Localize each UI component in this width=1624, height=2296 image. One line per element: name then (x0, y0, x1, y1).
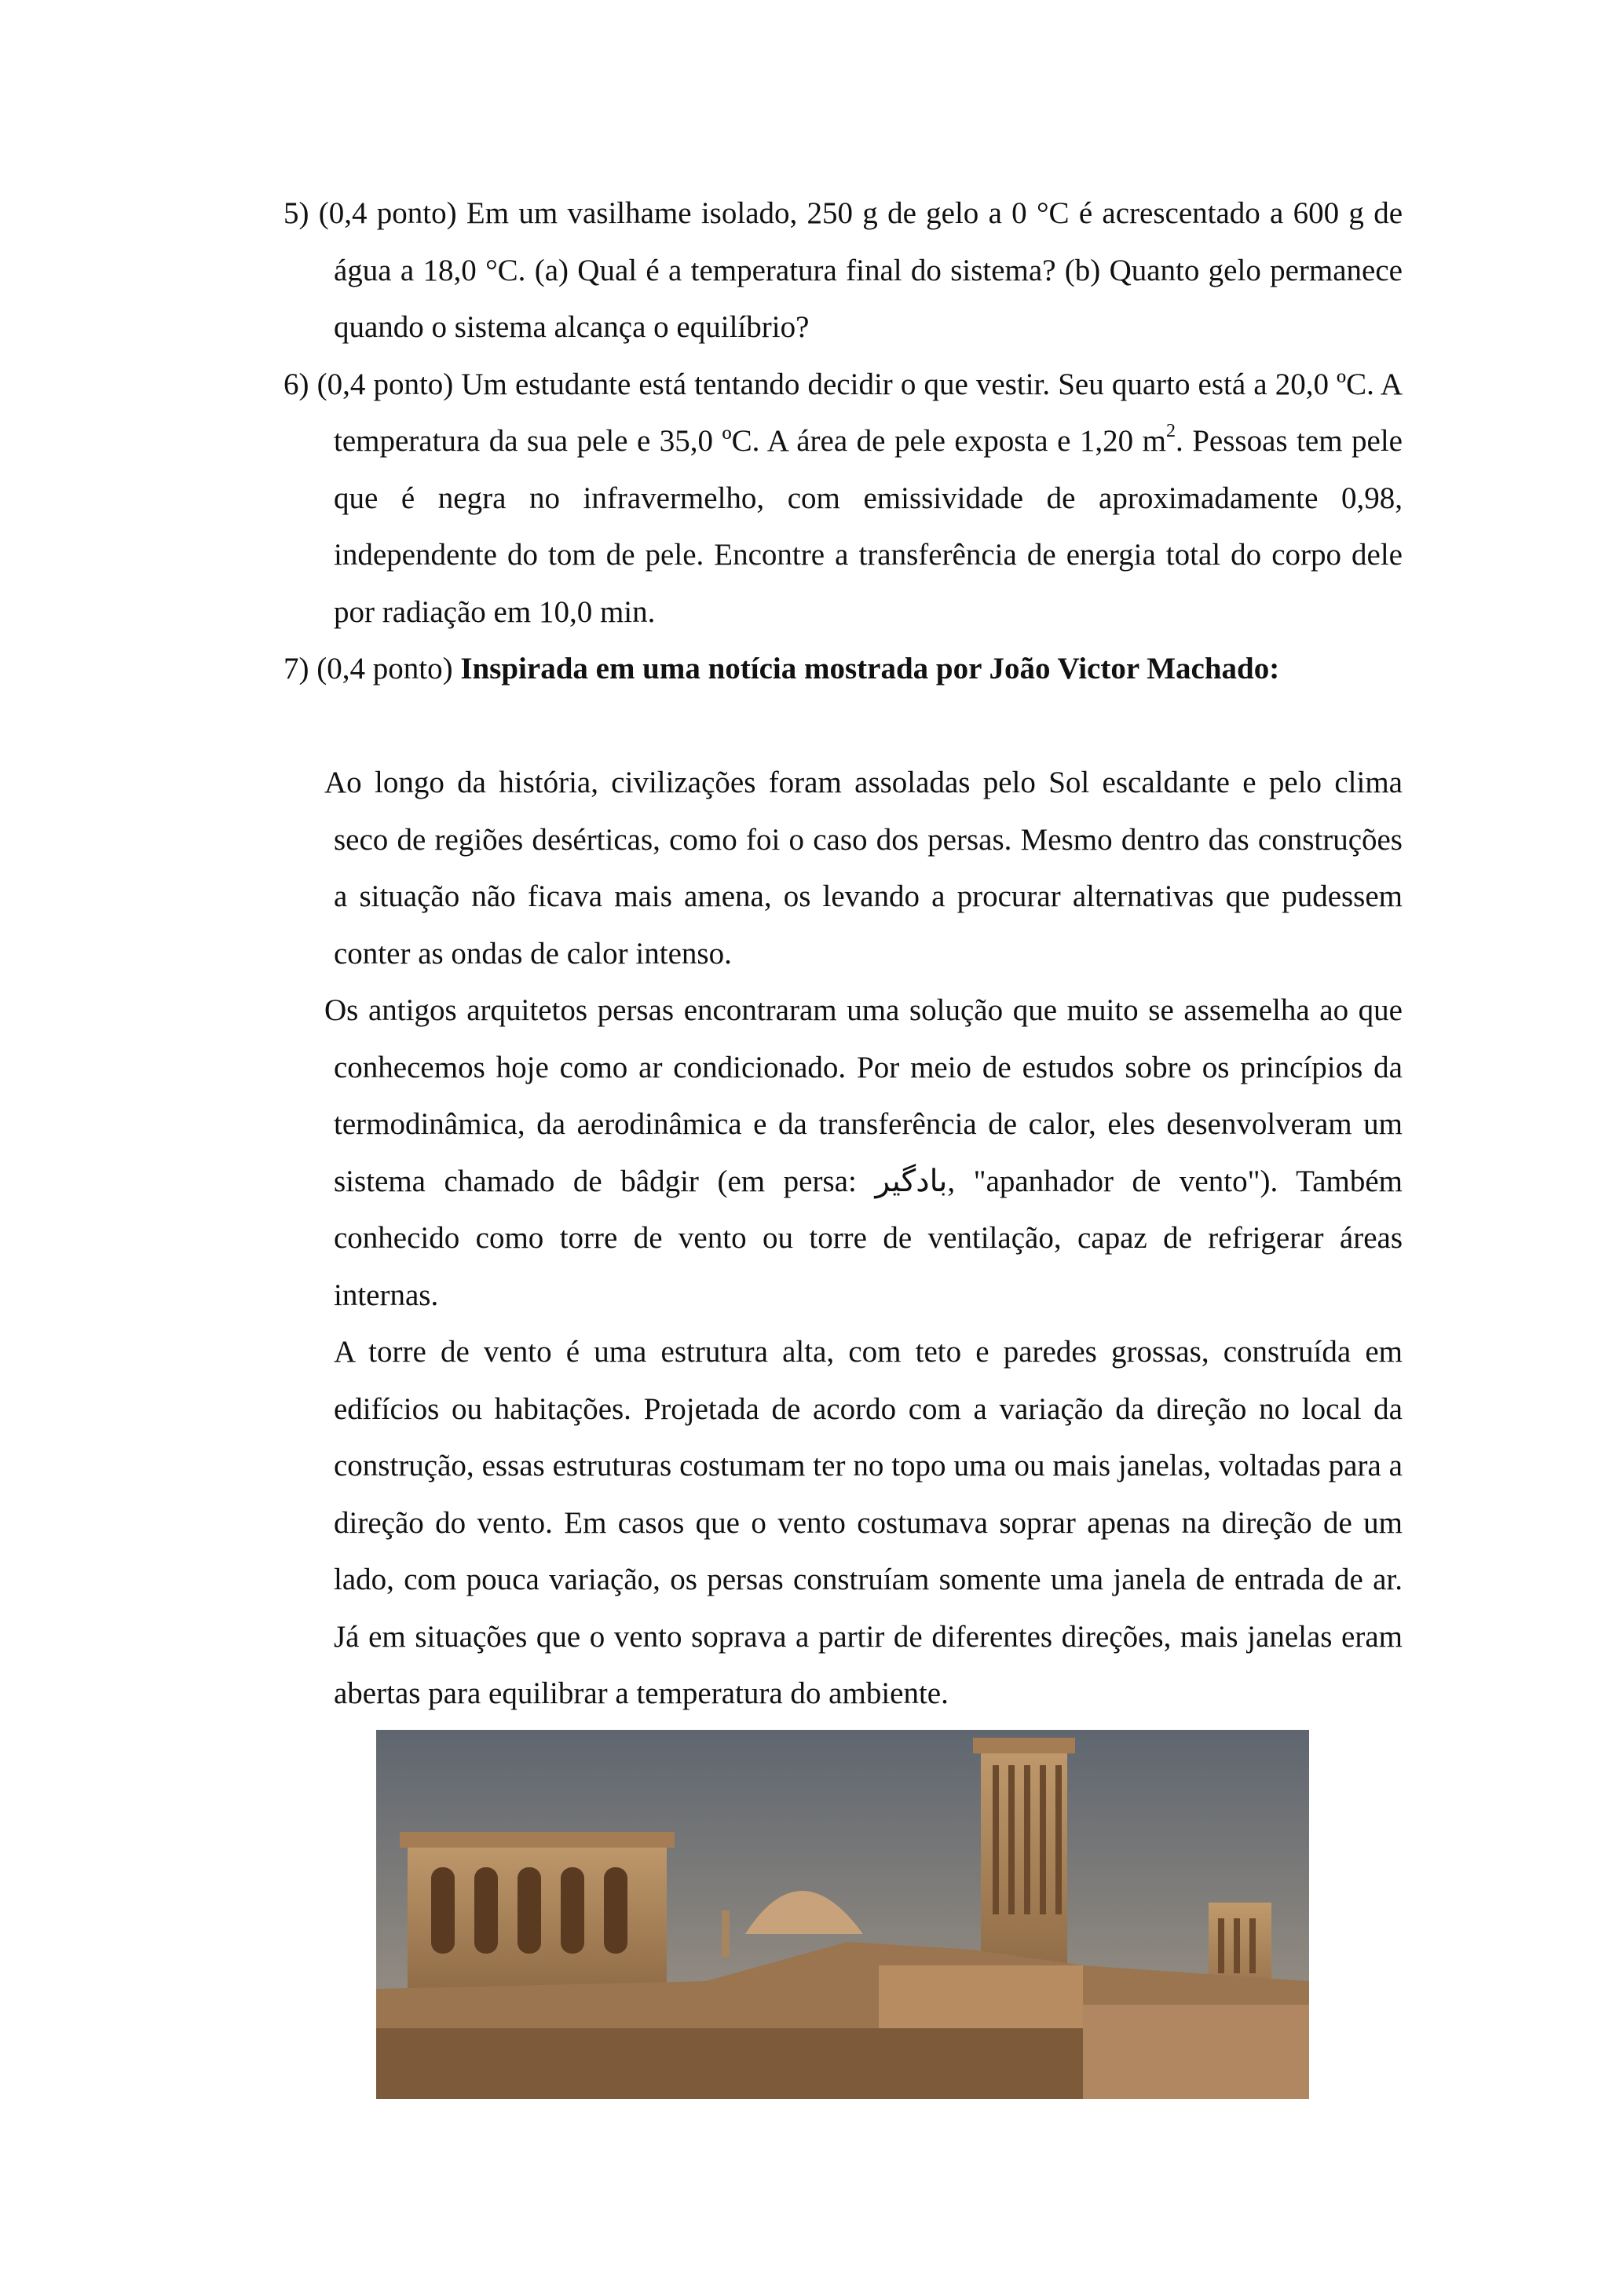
document-body (283, 185, 1403, 1723)
question-heading: Inspirada em uma notícia mostrada por João Victor Machado: (460, 652, 1280, 686)
superscript: 2 (1165, 421, 1176, 441)
windcatcher-photo (376, 1730, 1309, 2099)
paragraph: Os antigos arquitetos persas encontraram uma solução que muito se assemelha ao que conhecemos hoje como ar condicionado. Por meio de estudos sobre os princípios da termodinâmica, da aerodinâmica e da transferência de calor, eles desenvolveram um sistema chamado de bâdgir (em persa: بادگیر, "apanhador de vento"). Também conhecido como torre de vento ou torre de ventilação, capaz de refrigerar áreas internas. (324, 993, 1403, 1312)
question-number: 7) (283, 652, 309, 686)
question-points: (0,4 ponto) (316, 652, 453, 686)
question-number: 5) (283, 196, 309, 230)
question-text: Em um vasilhame isolado, 250 g de gelo a 0 °C é acrescentado a 600 g de água a 18,0 °C. (a) Qual é a temperatura final do sistema? (b) Quanto gelo permanece quando o sistema alcança o equilíbrio? (334, 196, 1403, 344)
question-5 (283, 185, 1403, 356)
paragraph: Ao longo da história, civilizações foram assoladas pelo Sol escaldante e pelo clima seco de regiões desérticas, como foi o caso dos persas. Mesmo dentro das construções a situação não ficava mais amena, os levando a procurar alternativas que pudessem conter as ondas de calor intenso. (324, 766, 1403, 971)
question-text: . Pessoas tem pele que é negra no infravermelho, com emissividade de aproximadamente 0,98, independente do tom de pele. Encontre a transferência de energia total do corpo dele por radiação em 10,0 min. (334, 424, 1403, 629)
question-number: 6) (283, 367, 309, 401)
question-7 (283, 641, 1403, 698)
question-text: Um estudante está tentando decidir o que vestir. Seu quarto está a 20,0 ºC. A temperatura da sua pele e 35,0 ºC. A área de pele exposta e 1,20 m (334, 367, 1403, 458)
spacer (283, 698, 1403, 755)
question-points: (0,4 ponto) (316, 367, 454, 401)
question-6 (283, 356, 1403, 642)
paragraph: A torre de vento é uma estrutura alta, com teto e paredes grossas, construída em edifícios ou habitações. Projetada de acordo com a variação da direção no local da construção, essas estruturas costumam ter no topo uma ou mais janelas, voltadas para a direção do vento. Em casos que o vento costumava soprar apenas na direção de um lado, com pouca variação, os persas construíam somente uma janela de entrada de ar. Já em situações que o vento soprava a partir de diferentes direções, mais janelas eram abertas para equilibrar a temperatura do ambiente. (334, 1335, 1403, 1710)
question-points: (0,4 ponto) (318, 196, 457, 230)
